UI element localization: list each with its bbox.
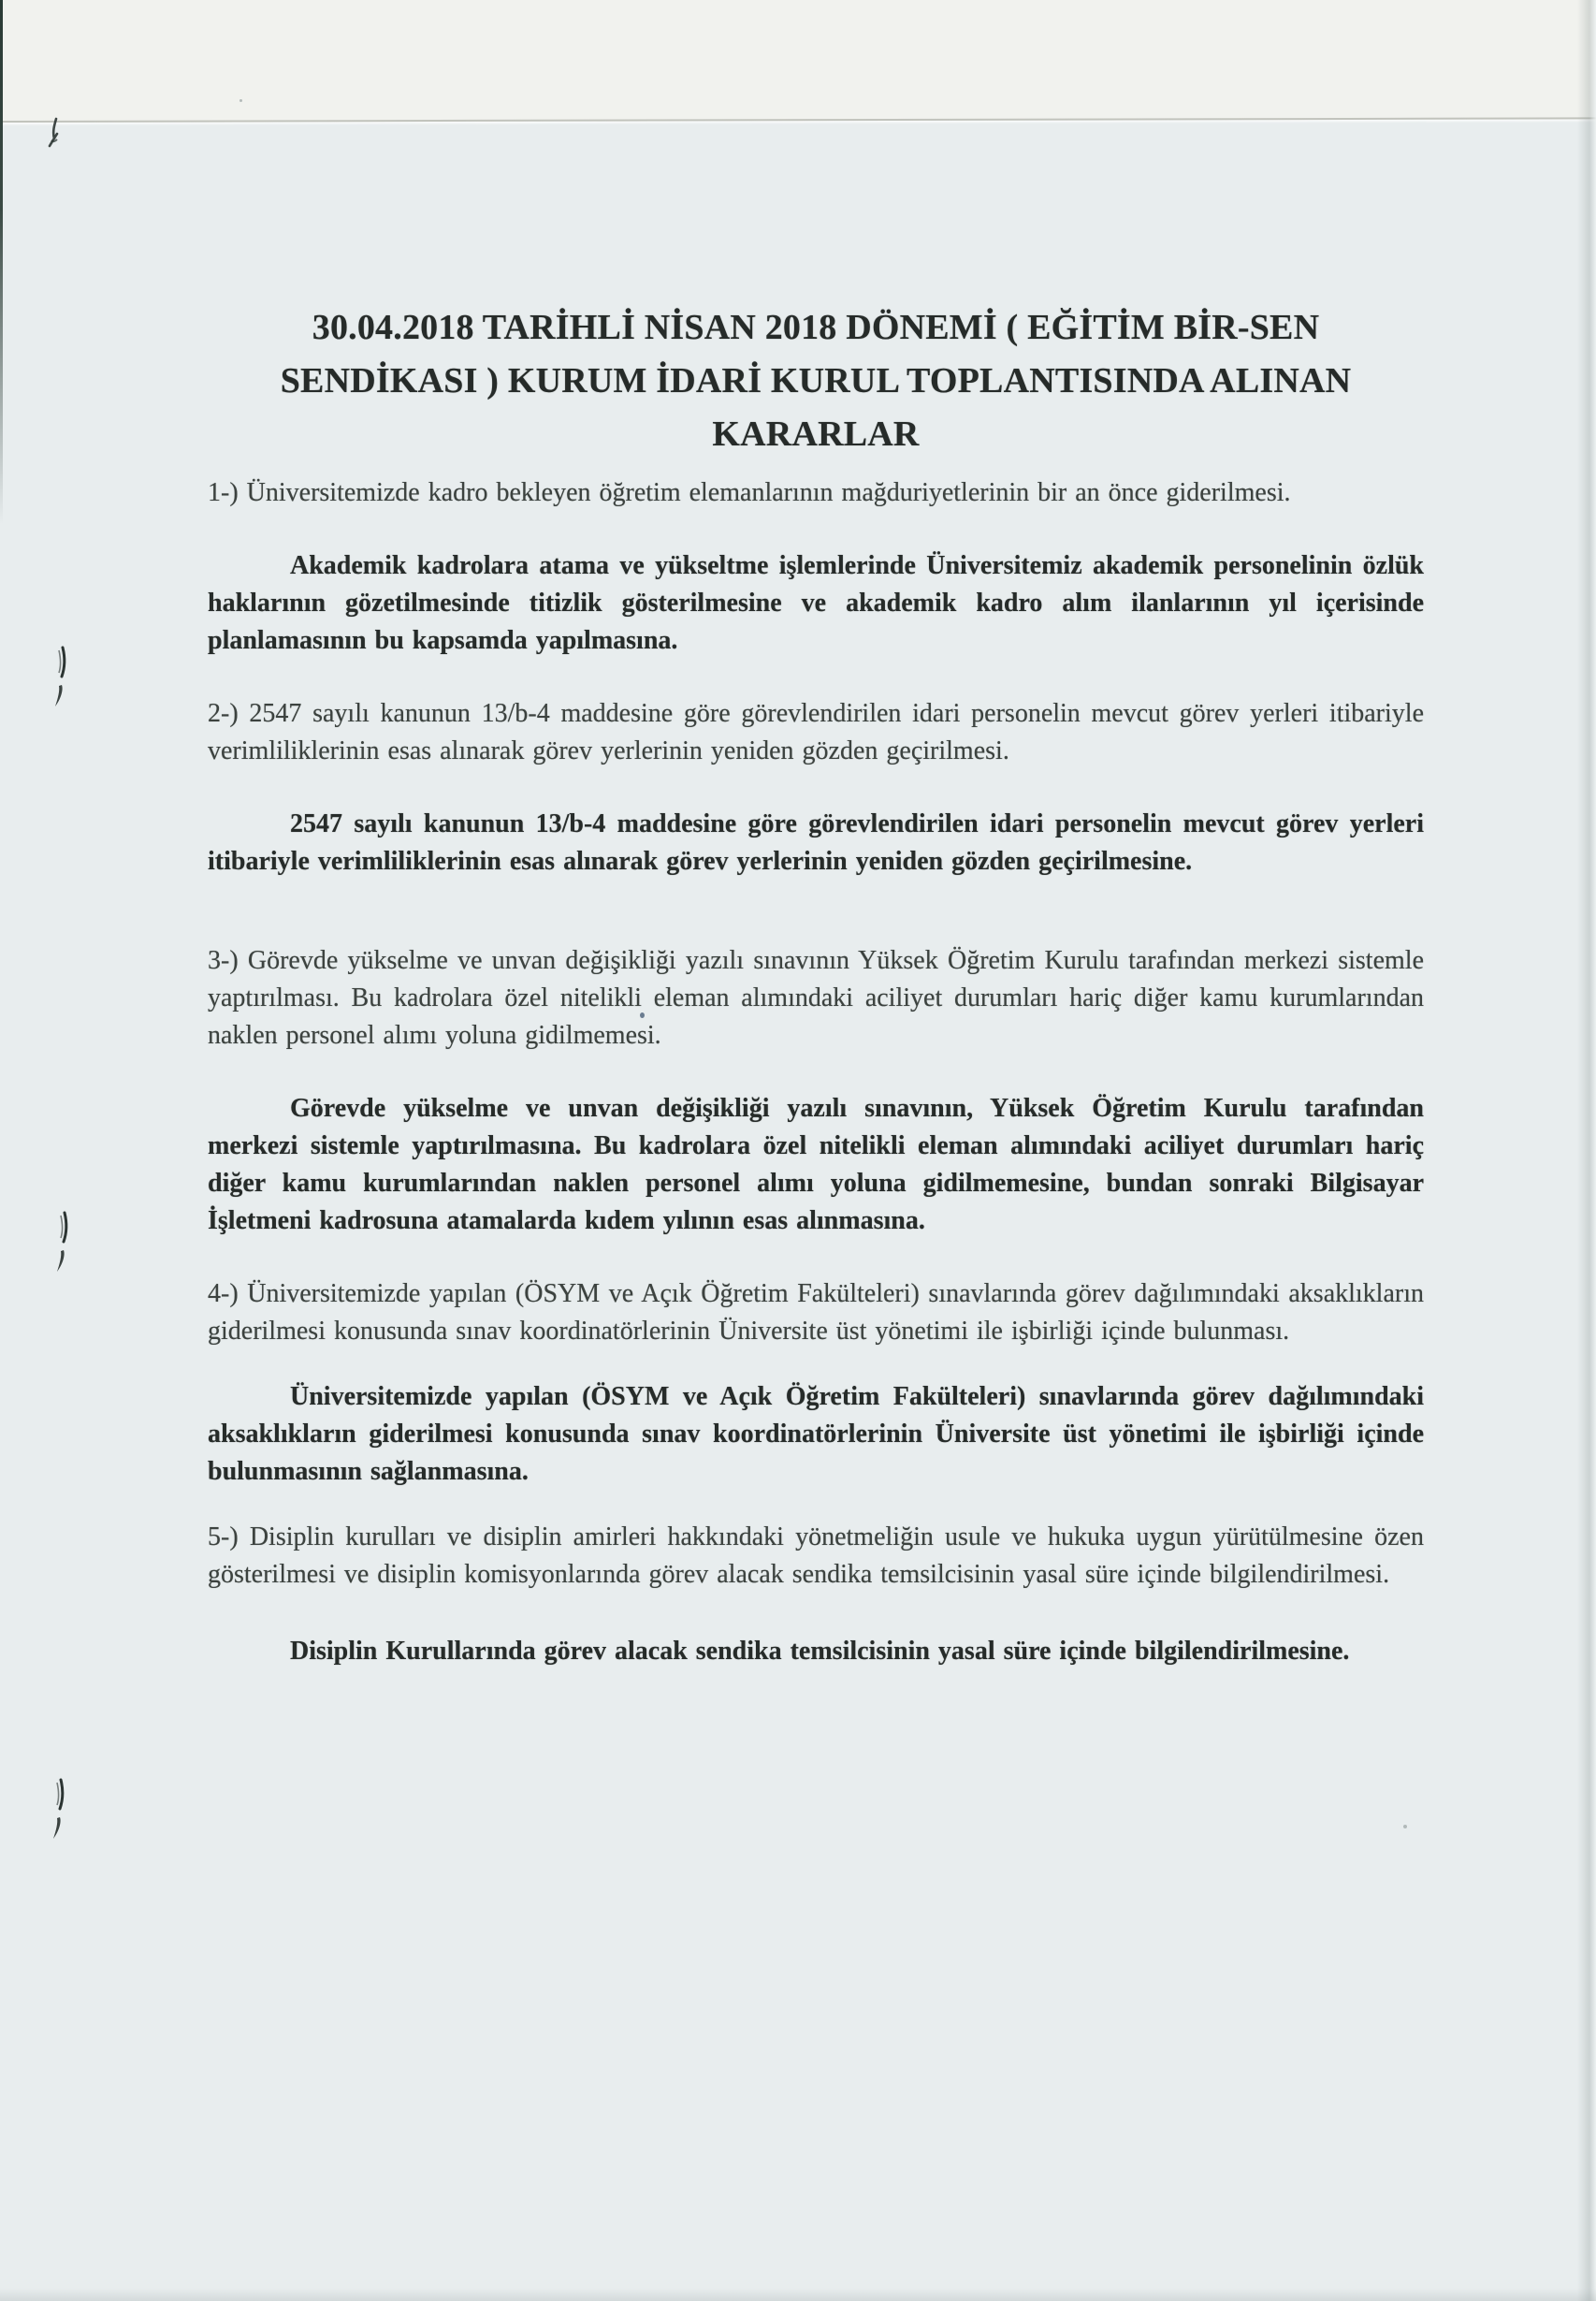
item-2-paragraph: 2-) 2547 sayılı kanunun 13/b-4 maddesine göre görevlendirilen idari personelin mevcut görev yerleri itibariyle verimliliklerinin esas alınarak görev yerlerinin yeniden gözden geçirilmesi. xyxy=(208,699,1424,765)
margin-pen-mark-icon xyxy=(51,1209,77,1278)
scan-edge-left xyxy=(0,0,3,524)
item-5-paragraph: 5-) Disiplin kurulları ve disiplin amirleri hakkındaki yönetmeliğin usule ve hukuka uygun yürütülmesine özen gösterilmesi ve disiplin komisyonlarında görev alacak sendika temsilcisinin yasal süre içinde bilgilendirilmesi. xyxy=(208,1522,1424,1589)
decision-4-paragraph: Üniversitemizde yapılan (ÖSYM ve Açık Öğretim Fakülteleri) sınavlarında görev dağılımındaki aksaklıkların giderilmesi konusunda sınav koordinatörlerinin Üniversite üst yönetimi ile işbirliği içinde bulunmasının sağlanmasına. xyxy=(208,1382,1424,1486)
decision-3-paragraph: Görevde yükselme ve unvan değişikliği yazılı sınavının, Yüksek Öğretim Kurulu tarafından merkezi sistemle yaptırılmasına. Bu kadrolara özel nitelikli eleman alımındaki aciliyet durumları hariç diğer kamu kurumlarından naklen personel alımı yoluna gidilmemesine, bundan sonraki Bilgisayar İşletmeni kadrosuna atamalarda kıdem yılının esas alınmasına. xyxy=(208,1094,1424,1235)
scan-speck xyxy=(239,99,242,102)
upper-sheet-edge xyxy=(0,0,1596,123)
item-4-paragraph: 4-) Üniversitemizde yapılan (ÖSYM ve Açık Öğretim Fakülteleri) sınavlarında görev dağılımındaki aksaklıkların giderilmesi konusunda sınav koordinatörlerinin Üniversite üst yönetimi ile işbirliği içinde bulunması. xyxy=(208,1279,1424,1346)
scan-speck xyxy=(1403,1825,1407,1828)
document-body xyxy=(208,301,1424,1706)
decision-5-paragraph: Disiplin Kurullarında görev alacak sendika temsilcisinin yasal süre içinde bilgilendirilmesine. xyxy=(290,1637,1350,1666)
item-1-paragraph: 1-) Üniversitemizde kadro bekleyen öğretim elemanlarının mağduriyetlerinin bir an önce giderilmesi. xyxy=(208,478,1291,507)
page-title-line-1: 30.04.2018 TARİHLİ NİSAN 2018 DÖNEMİ ( EĞİTİM BİR-SEN xyxy=(312,308,1320,347)
page-title-line-2: SENDİKASI ) KURUM İDARİ KURUL TOPLANTISINDA ALINAN xyxy=(280,361,1352,400)
margin-pen-mark-icon xyxy=(47,1776,73,1845)
decision-2-paragraph: 2547 sayılı kanunun 13/b-4 maddesine göre görevlendirilen idari personelin mevcut görev yerleri itibariyle verimliliklerinin esas alınarak görev yerlerinin yeniden gözden geçirilmesine. xyxy=(208,809,1424,876)
margin-pen-mark-icon xyxy=(49,644,75,713)
item-3-paragraph: 3-) Görevde yükselme ve unvan değişikliği yazılı sınavının Yüksek Öğretim Kurulu tarafından merkezi sistemle yaptırılması. Bu kadrolara özel nitelikli eleman alımındaki aciliyet durumları hariç diğer kamu kurumlarından naklen personel alımı yoluna gidilmemesi. xyxy=(208,946,1424,1050)
scan-edge-right xyxy=(1577,0,1596,2301)
pen-squiggle-icon xyxy=(43,116,65,153)
scan-edge-bottom xyxy=(0,2288,1596,2301)
decision-1-paragraph: Akademik kadrolara atama ve yükseltme işlemlerinde Üniversitemiz akademik personelinin özlük haklarının gözetilmesinde titizlik gösterilmesine ve akademik kadro alım ilanlarının yıl içerisinde planlamasının bu kapsamda yapılmasına. xyxy=(208,551,1424,655)
page-title xyxy=(208,301,1424,461)
page-title-line-3: KARARLAR xyxy=(712,415,920,454)
